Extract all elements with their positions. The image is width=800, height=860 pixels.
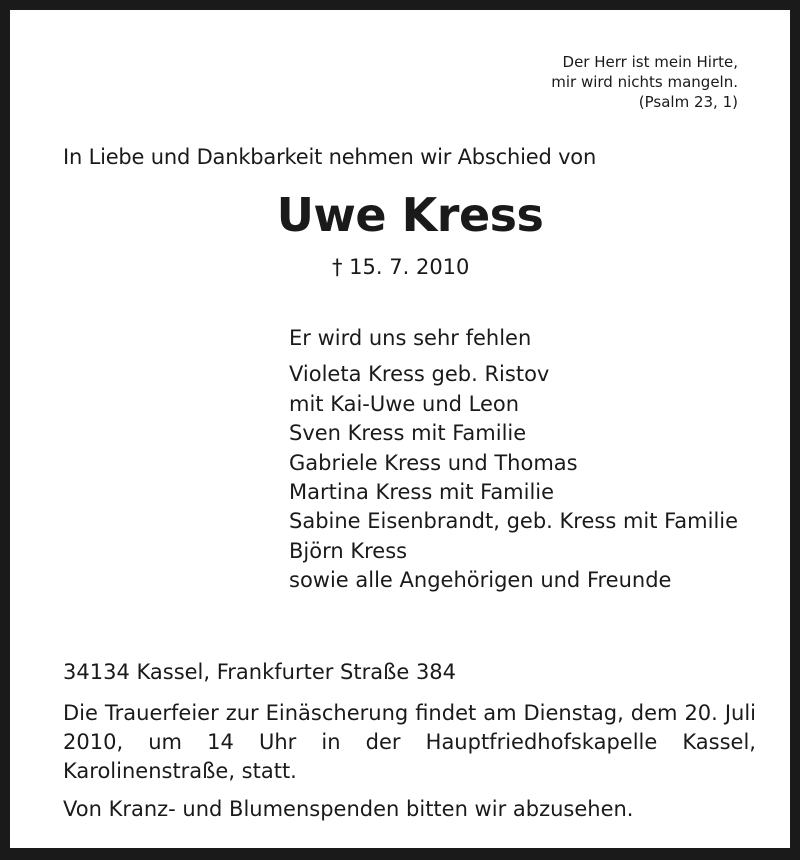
mourners-block — [289, 324, 738, 596]
mourner-line: Sabine Eisenbrandt, geb. Kress mit Familie — [289, 509, 739, 534]
intro-text: In Liebe und Dankbarkeit nehmen wir Abschied von — [63, 145, 597, 169]
donations-notice: Von Kranz- und Blumenspenden bitten wir abzusehen. — [63, 797, 634, 821]
mourner-line: Björn Kress — [289, 538, 408, 563]
ceremony-notice: Die Trauerfeier zur Einäscherung findet am Dienstag, dem 20. Juli 2010, um 14 Uhr in der Hauptfriedhofskapelle Kassel, Karolinenstraße, statt. — [63, 701, 756, 783]
mourner-line: Gabriele Kress und Thomas — [289, 450, 578, 475]
psalm-reference: (Psalm 23, 1) — [638, 93, 738, 111]
mourner-line: sowie alle Angehörigen und Freunde — [289, 568, 672, 593]
mourner-line: mit Kai-Uwe und Leon — [289, 391, 520, 416]
psalm-line-1: Der Herr ist mein Hirte, — [562, 53, 738, 71]
death-date: † 15. 7. 2010 — [332, 255, 470, 279]
psalm-line-2: mir wird nichts mangeln. — [551, 73, 738, 91]
closing-line: Er wird uns sehr fehlen — [289, 326, 532, 350]
mourner-line: Violeta Kress geb. Ristov — [289, 362, 550, 387]
deceased-name: Uwe Kress — [276, 188, 544, 242]
family-address: 34134 Kassel, Frankfurter Straße 384 — [63, 660, 457, 684]
mourner-line: Martina Kress mit Familie — [289, 480, 555, 505]
mourner-line: Sven Kress mit Familie — [289, 421, 527, 446]
psalm-quote — [551, 52, 738, 112]
